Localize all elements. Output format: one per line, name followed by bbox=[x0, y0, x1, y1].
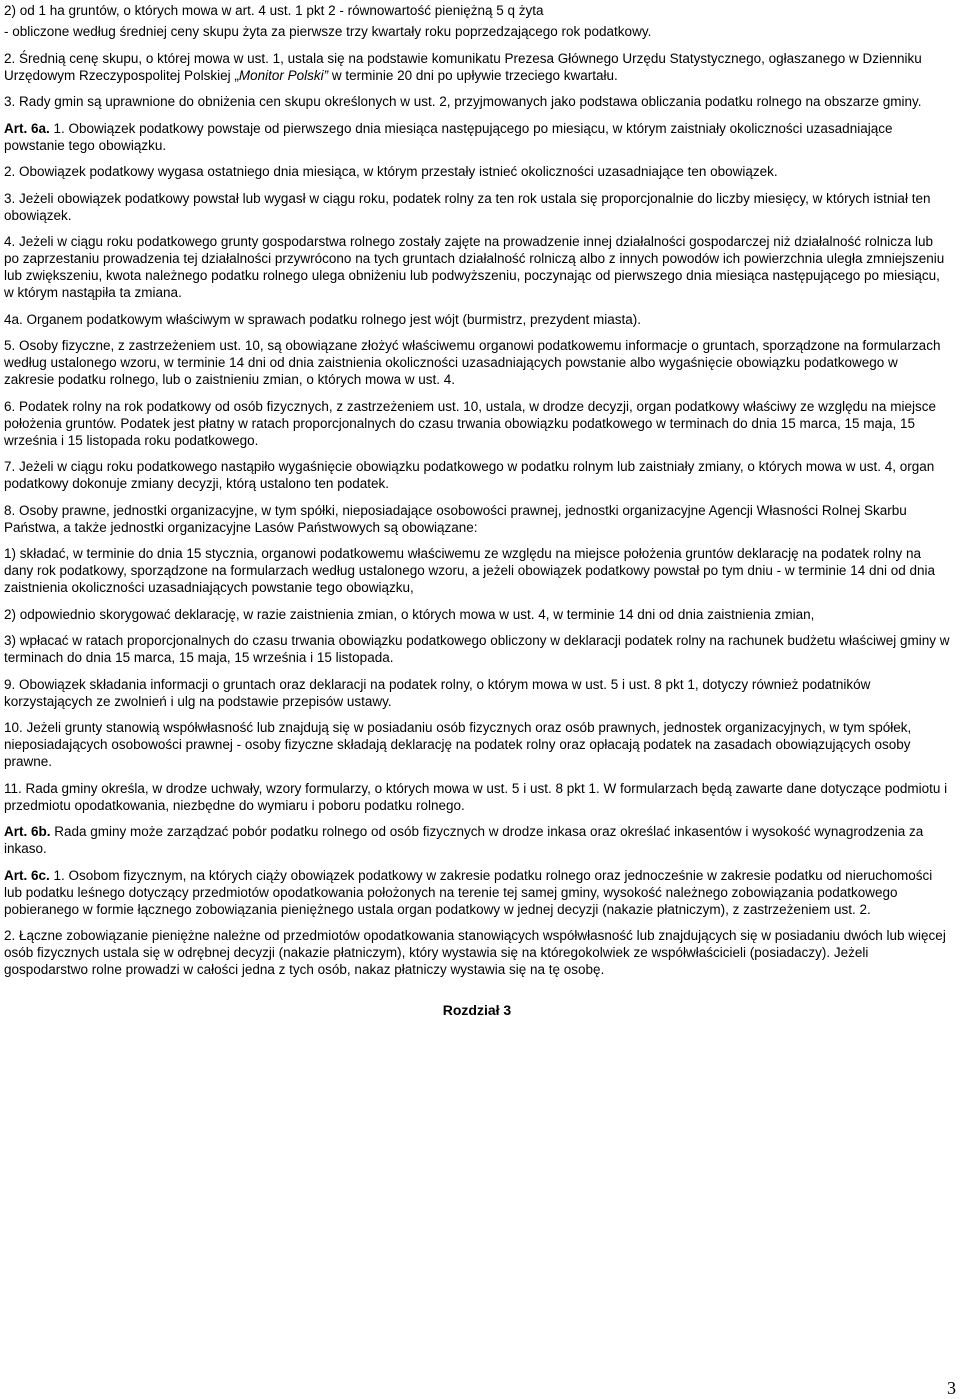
article-6a-ust-9: 9. Obowiązek składania informacji o gruntach oraz deklaracji na podatek rolny, o którym mowa w ust. 5 i ust. 8 pkt 1, dotyczy również podatników korzystających ze zwolnień i ulg na podstawie przepisów ustawy. bbox=[4, 676, 871, 709]
article-6a-ust-3: 3. Jeżeli obowiązek podatkowy powstał lub wygasł w ciągu roku, podatek rolny za ten rok ustala się proporcjonalnie do liczby miesięcy, w których istniał ten obowiązek. bbox=[4, 190, 931, 223]
article-6a-ust-7: 7. Jeżeli w ciągu roku podatkowego nastąpiło wygaśnięcie obowiązku podatkowego w podatku rolnym lub zaistniały zmiany, o których mowa w ust. 4, organ podatkowy dokonuje zmiany decyzji, którą ustalono ten podatek. bbox=[4, 459, 935, 491]
paragraph-ust-2-text-a: 2. Średnią cenę skupu, o której mowa w ust. 1, ustala się na podstawie komunikatu Prezesa Głównego Urzędu Statystycznego, ogłaszanego w Dzienniku Urzędowym Rzeczypospolitej Polskiej „ bbox=[4, 50, 922, 83]
document-body bbox=[4, 2, 950, 1019]
article-6a-ust-8-pkt-1: 1) składać, w terminie do dnia 15 stycznia, organowi podatkowemu właściwemu ze względu na miejsce położenia gruntów deklarację na podatek rolny na dany rok podatkowy, sporządzone na formularzach według ustalonego wzoru, a jeżeli obowiązek podatkowy powstał po tym dniu - w terminie 14 dni od dnia zaistnienia okoliczności uzasadniających powstanie tego obowiązku, bbox=[4, 546, 936, 595]
article-6a-ust-5: 5. Osoby fizyczne, z zastrzeżeniem ust. 10, są obowiązane złożyć właściwemu organowi podatkowemu informacje o gruntach, sporządzone na formularzach według ustalonego wzoru, w terminie 14 dni od dnia zaistnienia okoliczności uzasadniających powstanie albo wygaśnięcie obowiązku podatkowego w zakresie podatku rolnego, lub o zaistnieniu zmian, o których mowa w ust. 4. bbox=[4, 338, 941, 387]
paragraph-ust-3: 3. Rady gmin są uprawnione do obniżenia cen skupu określonych w ust. 2, przyjmowanych jako podstawa obliczania podatku rolnego na obszarze gminy. bbox=[4, 94, 922, 109]
paragraph-2-point: 2) od 1 ha gruntów, o których mowa w art. 4 ust. 1 pkt 2 - równowartość pieniężną 5 q żyta bbox=[4, 3, 544, 18]
article-6c-heading: Art. 6c. bbox=[4, 867, 50, 883]
page-number: 3 bbox=[947, 1378, 956, 1398]
article-6a-ust-8: 8. Osoby prawne, jednostki organizacyjne, w tym spółki, nieposiadające osobowości prawnej, jednostki organizacyjne Agencji Własności Rolnej Skarbu Państwa, a także jednostki organizacyjne Lasów Państwowych są obowiązane: bbox=[4, 502, 907, 535]
article-6a-heading: Art. 6a. bbox=[4, 120, 50, 136]
article-6a-ust-4a: 4a. Organem podatkowym właściwym w sprawach podatku rolnego jest wójt (burmistrz, prezydent miasta). bbox=[4, 311, 641, 327]
monitor-polski-title: Monitor Polski” bbox=[238, 67, 329, 83]
article-6a-ust-11: 11. Rada gminy określa, w drodze uchwały, wzory formularzy, o których mowa w ust. 5 i ust. 8 pkt 1. W formularzach będą zawarte dane dotyczące podmiotu i przedmiotu opodatkowania, niezbędne do wymiaru i poboru podatku rolnego. bbox=[4, 780, 948, 813]
article-6a bbox=[4, 120, 950, 154]
article-6b-heading: Art. 6b. bbox=[4, 824, 51, 839]
article-6a-ust-8-pkt-3: 3) wpłacać w ratach proporcjonalnych do czasu trwania obowiązku podatkowego obliczony w deklaracji podatek rolny na rachunek budżetu właściwej gminy w terminach do dnia 15 marca, 15 maja, 15 września i 15 listopada. bbox=[4, 633, 950, 665]
article-6b bbox=[4, 823, 950, 857]
article-6c bbox=[4, 867, 950, 918]
paragraph-ust-2-text-b: w terminie 20 dni po upływie trzeciego kwartału. bbox=[328, 67, 618, 83]
article-6c-text: 1. Osobom fizycznym, na których ciąży obowiązek podatkowy w zakresie podatku rolnego oraz jednocześnie w zakresie podatku od nieruchomości lub podatku leśnego dotyczący przedmiotów opodatkowania położonych na terenie tej samej gminy, wysokość należnego zobowiązania podatkowego pobieranego w formie łącznego zobowiązania pieniężnego ustala organ podatkowy w jednej decyzji (nakazie płatniczym), z zastrzeżeniem ust. 2. bbox=[4, 867, 933, 917]
paragraph-ust-2 bbox=[4, 50, 950, 84]
article-6b-text: Rada gminy może zarządzać pobór podatku rolnego od osób fizycznych w drodze inkasa oraz określać inkasentów i wysokość wynagrodzenia za inkaso. bbox=[4, 824, 924, 856]
article-6c-ust-2: 2. Łączne zobowiązanie pieniężne należne od przedmiotów opodatkowania stanowiących współwłasność lub znajdujących się w posiadaniu dwóch lub więcej osób fizycznych ustala się w odrębnej decyzji (nakazie płatniczym), który wystawia się na któregokolwiek ze współwłaścicieli (posiadaczy). Jeżeli gospodarstwo rolne prowadzi w całości jedna z tych osób, nakaz płatniczy wystawia się na tę osobę. bbox=[4, 928, 946, 977]
article-6a-ust-8-pkt-2: 2) odpowiednio skorygować deklarację, w razie zaistnienia zmian, o których mowa w ust. 4, w terminie 14 dni od dnia zaistnienia zmian, bbox=[4, 606, 815, 622]
article-6a-ust-2: 2. Obowiązek podatkowy wygasa ostatniego dnia miesiąca, w którym przestały istnieć okoliczności uzasadniające ten obowiązek. bbox=[4, 164, 778, 179]
article-6a-ust-4: 4. Jeżeli w ciągu roku podatkowego grunty gospodarstwa rolnego zostały zajęte na prowadzenie innej działalności gospodarczej niż działalność rolnicza lub po zaprzestaniu prowadzenia tej działalności przywrócono na tych gruntach działalność rolniczą albo z innych powodów ich powierzchnia uległa zmniejszeniu lub zwiększeniu, kwota należnego podatku rolnego ulega obniżeniu lub podwyższeniu, poczynając od pierwszego dnia miesiąca następującego po miesiącu, w którym nastąpiła ta zmiana. bbox=[4, 234, 945, 300]
article-6a-ust-6: 6. Podatek rolny na rok podatkowy od osób fizycznych, z zastrzeżeniem ust. 10, ustala, w drodze decyzji, organ podatkowy właściwy ze względu na miejsce położenia gruntów. Podatek jest płatny w ratach proporcjonalnych do czasu trwania obowiązku podatkowego w terminach do dnia 15 marca, 15 maja, 15 września i 15 listopada roku podatkowego. bbox=[4, 398, 936, 448]
article-6a-text: 1. Obowiązek podatkowy powstaje od pierwszego dnia miesiąca następującego po miesiącu, w którym zaistniały okoliczności uzasadniające powstanie tego obowiązku. bbox=[4, 120, 893, 153]
paragraph-average-price-note: - obliczone według średniej ceny skupu żyta za pierwsze trzy kwartały roku poprzedzającego rok podatkowy. bbox=[4, 24, 652, 39]
chapter-heading: Rozdział 3 bbox=[442, 1002, 512, 1018]
article-6a-ust-10: 10. Jeżeli grunty stanowią współwłasność lub znajdują się w posiadaniu osób fizycznych oraz osób prawnych, jednostek organizacyjnych, w tym spółek, nieposiadających osobowości prawnej - osoby fizyczne składają deklarację na podatek rolny oraz opłacają podatek na zasadach obowiązujących osoby prawne. bbox=[4, 720, 912, 769]
